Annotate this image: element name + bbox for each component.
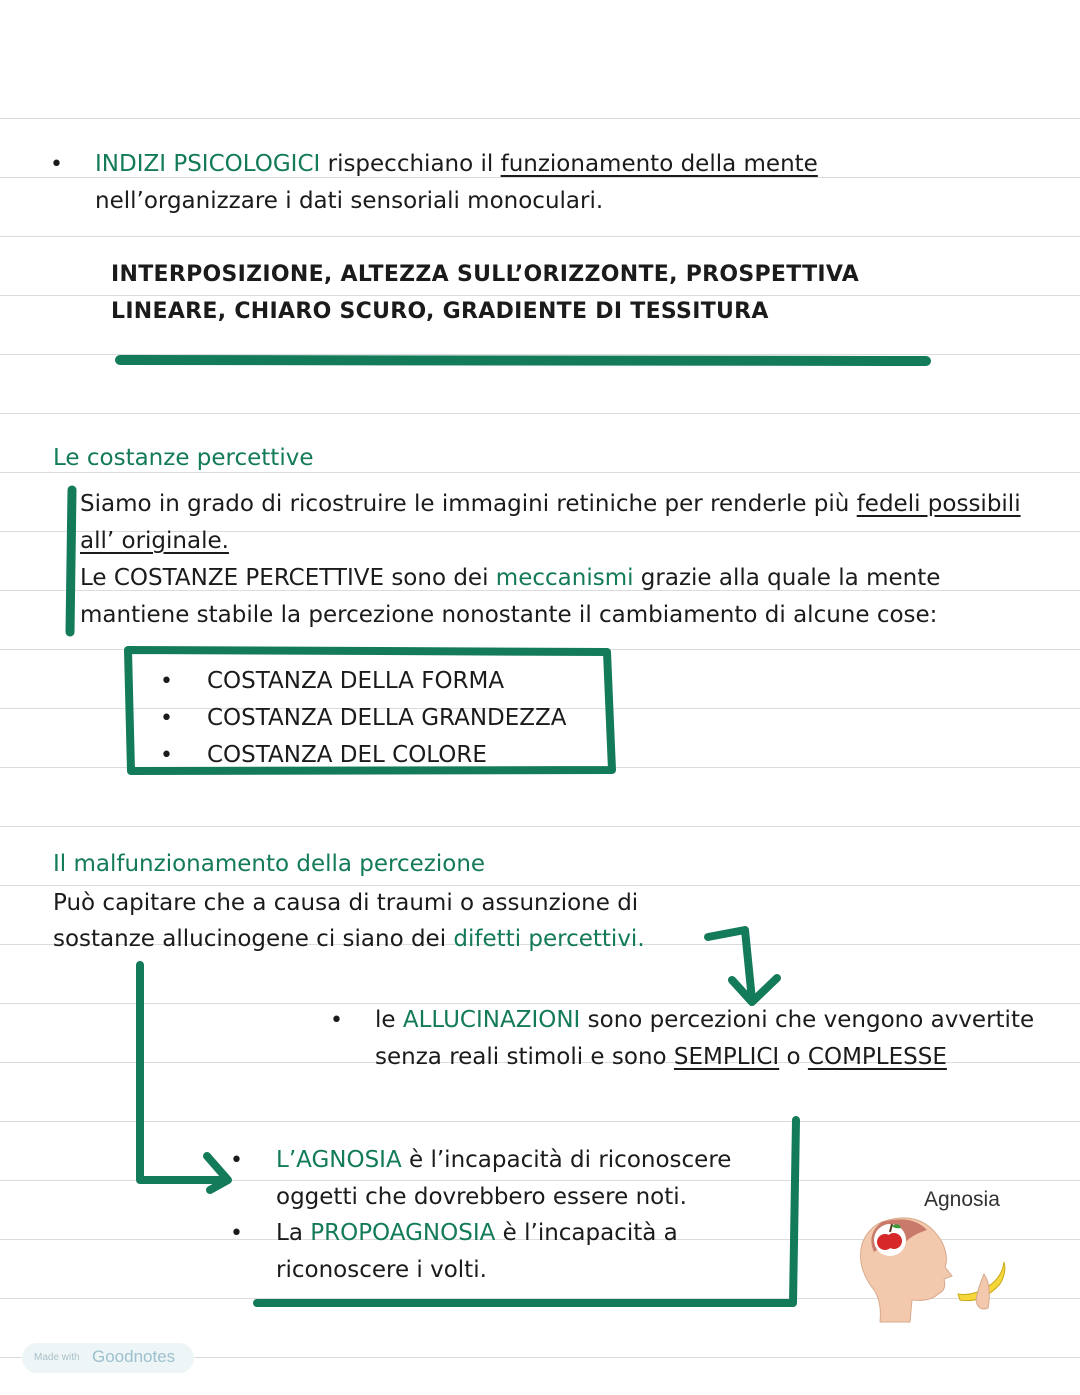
illustration-caption: Agnosia — [924, 1188, 1000, 1211]
text: Le COSTANZE PERCETTIVE sono dei — [80, 565, 496, 591]
list-item: COSTANZA DELLA FORMA — [207, 668, 505, 694]
text: rispecchiano il — [320, 151, 501, 177]
badge-label: Made with — [34, 1352, 80, 1363]
bullet: • — [160, 706, 173, 731]
bullet: • — [230, 1148, 243, 1173]
term-propoagnosia: PROPOAGNOSIA — [310, 1220, 496, 1246]
term-complesse: COMPLESSE — [807, 1044, 947, 1070]
side-bar-line — [70, 490, 72, 632]
cues-list-line2: LINEARE, CHIARO SCURO, GRADIENTE DI TESSITURA — [111, 299, 769, 324]
text: grazie alla quale la mente — [633, 565, 941, 591]
costanze-paragraph-line4: mantiene stabile la percezione nonostante il cambiamento di alcune cose: — [80, 602, 938, 628]
text: Siamo in grado di ricostruire le immagini retiniche per renderle più — [80, 491, 857, 517]
agnosia-line2: oggetti che dovrebbero essere noti. — [276, 1184, 687, 1210]
heading-malfunzionamento: Il malfunzionamento della percezione — [53, 851, 486, 877]
term-allucinazioni: ALLUCINAZIONI — [402, 1007, 581, 1033]
text: è l’incapacità di riconoscere — [401, 1147, 732, 1173]
connector-arrowhead-icon — [207, 1156, 228, 1190]
costanze-paragraph-line2: all’ originale. — [80, 528, 229, 554]
indizi-paragraph-line2: nell’organizzare i dati sensoriali monoculari. — [95, 188, 604, 214]
underlined-phrase: funzionamento della mente — [500, 151, 818, 177]
text: le — [375, 1007, 403, 1033]
bullet: • — [230, 1221, 243, 1246]
text: La — [276, 1220, 311, 1246]
term-agnosia: L’AGNOSIA — [276, 1147, 402, 1173]
text: è l’incapacità a — [495, 1220, 678, 1246]
text: sostanze allucinogene ci siano dei — [53, 926, 454, 952]
list-item: COSTANZA DEL COLORE — [207, 742, 487, 768]
bullet: • — [160, 743, 173, 768]
term-meccanismi: meccanismi — [495, 565, 634, 591]
term-indizi-psicologici: INDIZI PSICOLOGICI — [95, 151, 321, 177]
constancy-box — [128, 650, 612, 771]
propoagnosia-line2: riconoscere i volti. — [276, 1257, 487, 1283]
text: sono percezioni che vengono avvertite — [580, 1007, 1035, 1033]
connector-line — [140, 965, 225, 1180]
term-semplici: SEMPLICI — [673, 1044, 780, 1070]
text: senza reali stimoli e sono — [375, 1044, 674, 1070]
bullet: • — [160, 669, 173, 694]
malfunzionamento-line1: Può capitare che a causa di traumi o assunzione di — [53, 890, 639, 916]
text: o — [779, 1044, 808, 1070]
bullet: • — [50, 152, 63, 177]
cues-list-line1: INTERPOSIZIONE, ALTEZZA SULL’ORIZZONTE, PROSPETTIVA — [111, 262, 860, 287]
heading-costanze: Le costanze percettive — [53, 445, 314, 471]
underlined-phrase: fedeli possibili — [856, 491, 1021, 517]
list-item: COSTANZA DELLA GRANDEZZA — [207, 705, 567, 731]
bullet: • — [330, 1008, 343, 1033]
term-difetti-percettivi: difetti percettivi. — [453, 926, 645, 952]
agnosia-head-icon — [852, 1212, 1022, 1327]
made-with-badge — [22, 1343, 194, 1373]
separator-line — [120, 360, 926, 361]
badge-brand: Goodnotes — [92, 1347, 176, 1366]
agnosia-bracket — [257, 1120, 796, 1303]
